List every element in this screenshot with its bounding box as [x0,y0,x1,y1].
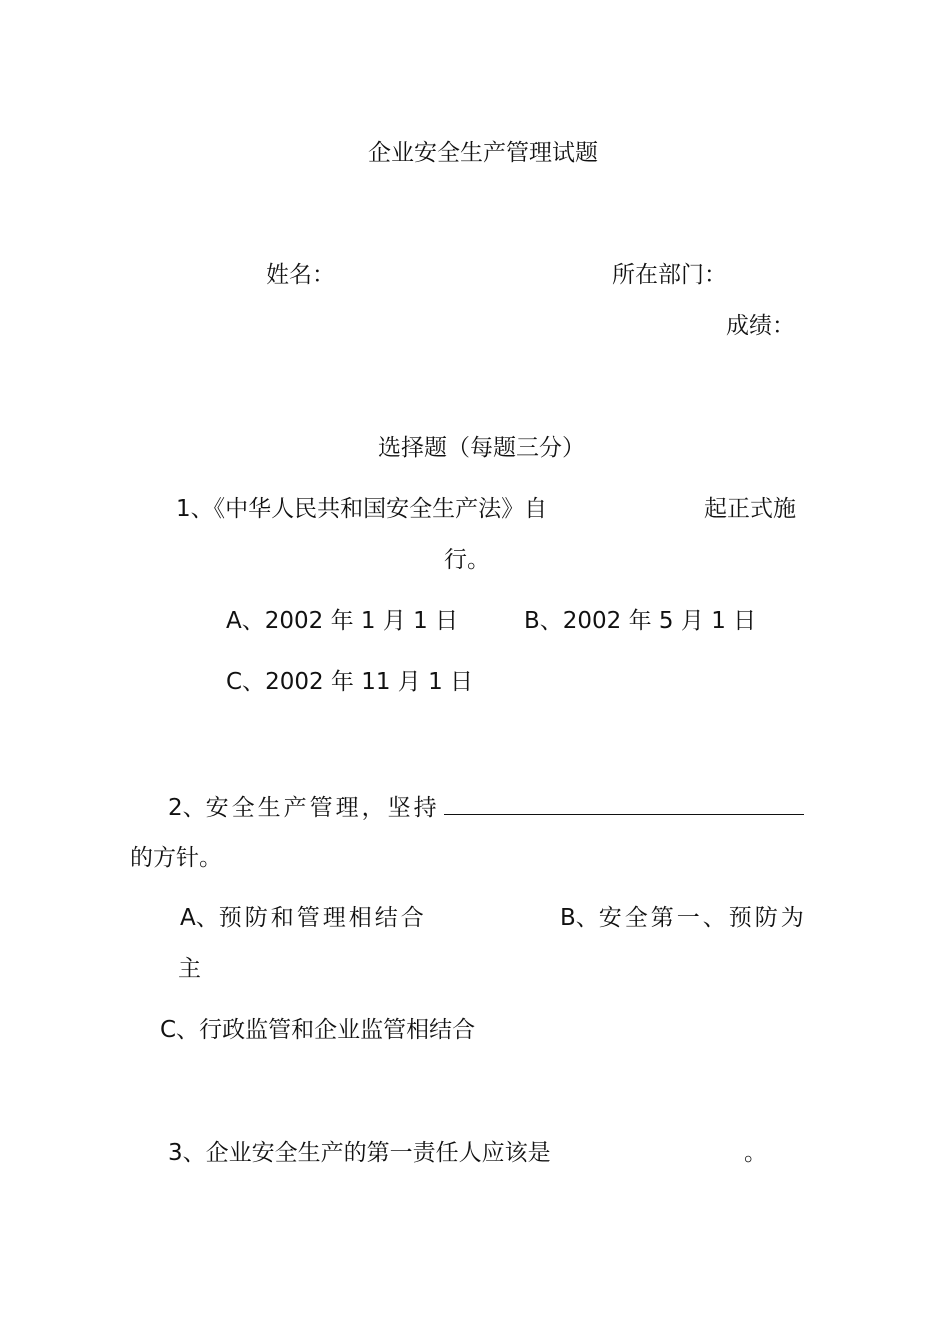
question-text: 安全生产管理，坚持 [205,795,440,821]
question-1-option-a [226,606,458,636]
answer-blank-line[interactable] [444,792,804,815]
question-number: 1、 [176,496,214,522]
question-3-period: 。 [744,1140,767,1166]
option-letter: A、 [180,905,219,931]
question-1-option-c [226,667,473,697]
option-letter: B、 [560,905,599,931]
question-1-text-end: 行。 [444,547,490,573]
option-text: 2002 年 5 月 1 日 [562,608,757,634]
question-text: 企业安全生产的第一责任人应该是 [205,1140,551,1166]
option-text: 2002 年 11 月 1 日 [265,669,474,695]
question-number: 2、 [168,795,206,821]
question-2-option-b [560,903,807,933]
option-letter: B、 [524,608,563,634]
question-text: 《中华人民共和国安全生产法》自 [213,496,548,522]
question-2-option-a [180,903,427,933]
option-letter: C、 [160,1017,200,1043]
question-2 [168,792,804,823]
option-letter: A、 [226,608,265,634]
question-2-text-end: 的方针。 [130,845,222,871]
name-label: 姓名： [266,262,335,288]
question-1-text-continued: 起正式施 [704,496,796,522]
question-2-option-c [160,1015,475,1045]
question-2-option-b-continued: 主 [178,956,201,982]
option-text: 行政监管和企业监管相结合 [199,1017,476,1043]
section-title: 选择题（每题三分） [378,435,585,461]
option-letter: C、 [226,669,266,695]
option-text: 安全第一、预防为 [598,905,807,931]
option-text: 2002 年 1 月 1 日 [264,608,459,634]
question-3 [168,1138,551,1168]
department-label: 所在部门： [612,262,727,288]
score-label: 成绩： [726,313,795,339]
question-number: 3、 [168,1140,206,1166]
page-title: 企业安全生产管理试题 [368,140,598,166]
question-1-option-b [524,606,756,636]
option-text: 预防和管理相结合 [218,905,427,931]
question-1 [176,494,547,524]
